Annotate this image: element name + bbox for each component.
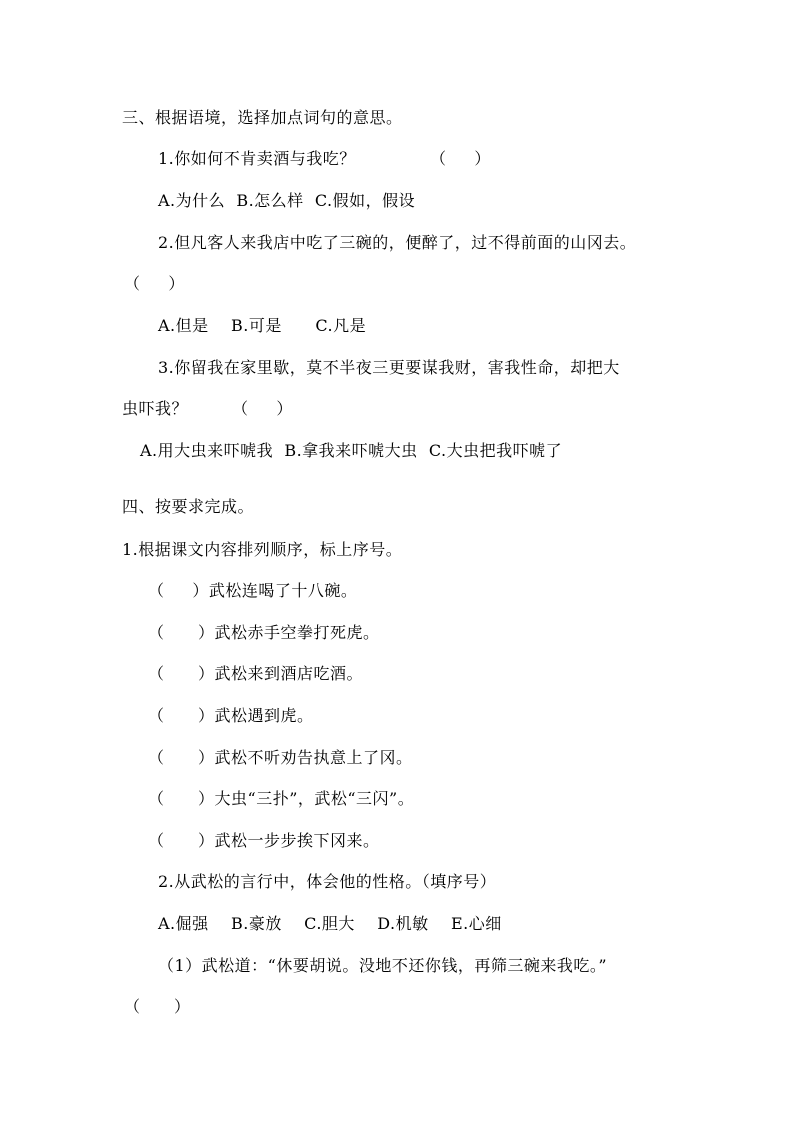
section-4-title: 四、按要求完成。	[122, 497, 255, 516]
task2-sub1-text: （1）武松道：“休要胡说。没地不还你钱，再筛三碗来我吃。”	[158, 956, 608, 975]
task2-sub1-answer-blank[interactable]: （ ）	[124, 997, 191, 1016]
q2-options: A.但是 B.可是 C.凡是	[158, 316, 367, 335]
task2-prompt: 2.从武松的言行中，体会他的性格。（填序号）	[158, 872, 497, 891]
q2-text: 2.但凡客人来我店中吃了三碗的，便醉了，过不得前面的山冈去。	[158, 233, 637, 252]
q2-answer-blank[interactable]: （ ）	[124, 274, 185, 293]
q3-options: A.用大虫来吓唬我 B.拿我来吓唬大虫 C.大虫把我吓唬了	[140, 441, 563, 460]
order-item-5[interactable]: （ ）武松不听劝告执意上了冈。	[148, 748, 413, 767]
q1-answer-blank[interactable]: （ ）	[430, 149, 491, 168]
order-item-3[interactable]: （ ）武松来到酒店吃酒。	[148, 664, 364, 683]
q3-text-line1: 3.你留我在家里歇，莫不半夜三更要谋我财，害我性命，却把大	[158, 358, 620, 377]
task1-prompt: 1.根据课文内容排列顺序，标上序号。	[122, 540, 403, 559]
section-3-title: 三、根据语境，选择加点词句的意思。	[122, 108, 403, 127]
order-item-2[interactable]: （ ）武松赤手空拳打死虎。	[148, 623, 380, 642]
order-item-7[interactable]: （ ）武松一步步挨下冈来。	[148, 831, 380, 850]
q1-text: 1.你如何不肯卖酒与我吃？	[158, 149, 356, 168]
order-item-4[interactable]: （ ）武松遇到虎。	[148, 706, 314, 725]
q3-answer-blank[interactable]: （ ）	[232, 399, 293, 418]
task2-options: A.倔强 B.豪放 C.胆大 D.机敏 E.心细	[158, 914, 502, 933]
q3-text-line2: 虫吓我？	[122, 399, 189, 418]
q1-options: A.为什么 B.怎么样 C.假如，假设	[158, 191, 416, 210]
order-item-1[interactable]: （ ）武松连喝了十八碗。	[148, 581, 358, 600]
order-item-6[interactable]: （ ）大虫“三扑”，武松“三闪”。	[148, 789, 415, 808]
